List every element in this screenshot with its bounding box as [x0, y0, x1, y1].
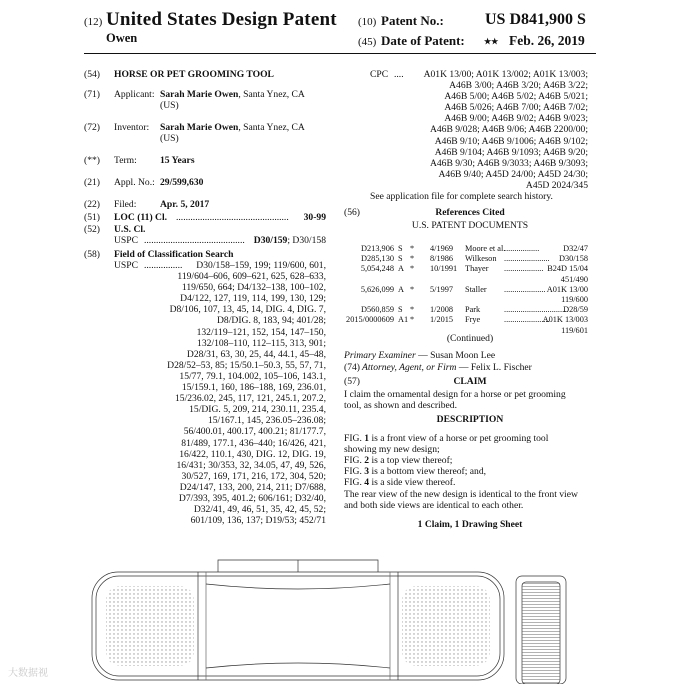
reference-num: D285,130: [361, 254, 394, 264]
applicant-code: (71): [84, 89, 100, 100]
term-code: (**): [84, 155, 100, 166]
reference-row: [344, 305, 588, 315]
applicant-country: (US): [160, 100, 179, 111]
term-label: Term:: [114, 155, 137, 166]
reference-cls: 451/490: [560, 274, 588, 284]
inventor-name: Sarah Marie Owen: [160, 122, 239, 133]
classification-line: 601/109, 136, 137; D19/53; 452/71: [190, 515, 326, 527]
fig4-text: is a side view thereof.: [369, 477, 456, 489]
code-10: (10): [358, 16, 377, 28]
classification-line: D30/158–159, 199; 119/600, 601,: [196, 260, 326, 271]
classification-line: 56/400.01, 400.17, 400.21; 81/177.7,: [183, 426, 326, 438]
reference-star: *: [410, 254, 415, 264]
reference-cls: A01K 13/00: [546, 284, 588, 294]
code-12: (12): [84, 16, 103, 28]
reference-num: 2015/0000609: [346, 315, 394, 325]
classification-line: 132/119–121, 152, 154, 147–150,: [196, 326, 326, 338]
references-section: [344, 207, 596, 242]
classification-line: 15/236.02, 245, 117, 121, 245.1, 207.2,: [174, 393, 326, 405]
reference-row: [344, 295, 588, 305]
fig2-number: 2: [364, 455, 370, 467]
claim-text-line2: tool, as shown and described.: [344, 400, 457, 412]
classification-line: 16/431; 30/353, 32, 34.05, 47, 49, 526,: [176, 459, 326, 471]
appl-number: 29/599,630: [160, 177, 204, 188]
reference-cls: D32/47: [563, 244, 588, 253]
applicant-label: Applicant:: [114, 89, 155, 100]
reference-kind: A1: [398, 315, 409, 325]
reference-kind: S: [398, 305, 403, 315]
reference-star: *: [410, 284, 415, 294]
reference-cls: 119/601: [561, 325, 588, 335]
fig3-prefix: FIG.: [344, 466, 365, 478]
inventor-code: (72): [84, 122, 100, 133]
uspc-label: USPC: [114, 235, 138, 246]
left-column: [84, 69, 332, 537]
claim-code: (57): [344, 376, 360, 387]
field-uspc-label: USPC: [114, 260, 138, 271]
classification-line: 30/527, 169, 171, 216, 172, 304, 520;: [181, 470, 326, 482]
reference-row: [344, 254, 588, 264]
loc-value: 30-99: [303, 212, 326, 223]
reference-date: 4/1969: [430, 244, 454, 253]
patent-no-label: Patent No.:: [381, 13, 444, 28]
reference-name: Moore et al.: [465, 244, 506, 253]
reference-num: 5,054,248: [360, 264, 394, 274]
classification-line: D28/31, 63, 30, 25, 44, 44.1, 45–48,: [186, 348, 326, 360]
reference-kind: S: [398, 254, 403, 264]
loc-leader: ...............................................: [176, 212, 289, 223]
classification-line: 15/167.1, 145, 236.05–236.08;: [207, 415, 326, 427]
continued-note: (Continued): [446, 333, 494, 344]
filed-code: (22): [84, 199, 100, 210]
cpc-line: A46B 9/40; A45D 24/00; A45D 24/30;: [438, 168, 588, 180]
reference-star: *: [410, 305, 415, 315]
classification-line: D4/122, 127, 119, 114, 199, 130, 129;: [180, 293, 326, 305]
reference-row: [344, 315, 588, 325]
fig4-prefix: FIG.: [344, 477, 365, 489]
classification-line: 81/489, 177.1, 436–440; 16/426, 421,: [181, 437, 326, 449]
code-45: (45): [358, 36, 377, 48]
attorney-label: Attorney, Agent, or Firm: [362, 362, 457, 373]
inventor-location: , Santa Ynez, CA: [238, 122, 305, 133]
reference-row: [344, 285, 588, 295]
reference-kind: A: [398, 264, 404, 274]
classification-line: D28/52–53, 85; 15/50.1–50.3, 55, 57, 71,: [167, 359, 326, 371]
cpc-leader: ....: [394, 69, 404, 80]
cpc-line: A45D 2024/345: [525, 179, 588, 191]
filed-date: Apr. 5, 2017: [160, 199, 210, 210]
reference-date: 5/1997: [430, 284, 454, 294]
title-code: (54): [84, 69, 100, 80]
reference-star: *: [410, 244, 415, 253]
examiner-section: [344, 333, 596, 530]
refs-code: (56): [344, 207, 360, 218]
reference-name: Staller: [465, 284, 487, 294]
rear-view-line1: The rear view of the new design is identical to the front view: [344, 488, 578, 500]
cpc-line: A46B 9/30; A46B 9/3033; A46B 9/3093;: [429, 157, 588, 169]
reference-row: [344, 244, 588, 254]
cpc-label: CPC: [370, 69, 389, 80]
reference-dots: .................: [504, 244, 540, 253]
date-label: Date of Patent:: [381, 33, 465, 48]
header-rule: [84, 53, 596, 54]
reference-row: [344, 275, 588, 285]
reference-dots: ...................: [504, 264, 544, 274]
inventor-country: (US): [160, 133, 179, 144]
reference-date: 10/1991: [430, 264, 458, 274]
classification-line: 15/159.1, 160, 186–188, 169, 236.01,: [181, 382, 326, 394]
claim-text-line1: I claim the ornamental design for a horse or pet grooming: [344, 389, 566, 400]
fig3-text: is a bottom view thereof; and,: [369, 466, 487, 478]
fig1-text: is a front view of a horse or pet grooming tool: [369, 433, 549, 445]
watermark: 大数据视: [8, 668, 48, 679]
reference-name: Frye: [465, 315, 481, 325]
references-table: [344, 244, 588, 336]
reference-dots: ......................: [504, 315, 550, 325]
cpc-list: [344, 69, 588, 191]
appl-label: Appl. No.:: [114, 177, 155, 188]
loc-label: LOC (11) Cl.: [114, 212, 168, 223]
front-view-drawing: [88, 560, 508, 684]
classification-line: 132/108–110, 112–115, 313, 901;: [197, 337, 326, 349]
reference-kind: A: [398, 284, 404, 294]
field-code: (58): [84, 249, 100, 260]
reference-cls: D30/158: [558, 254, 588, 264]
cpc-line: A46B 5/026; A46B 7/00; A46B 7/02;: [444, 102, 588, 114]
uspc-primary: D30/159: [253, 235, 288, 246]
classification-list: [84, 260, 326, 526]
cpc-line: A46B 9/028; A46B 9/06; A46B 2200/00;: [429, 124, 588, 136]
classification-line: D32/41, 49, 46, 51, 35, 42, 45, 52;: [193, 504, 326, 516]
uspc-secondary: ; D30/158: [287, 235, 326, 246]
reference-cls: B24D 15/04: [547, 264, 588, 274]
reference-date: 1/2008: [430, 305, 454, 315]
refs-subtitle: U.S. PATENT DOCUMENTS: [411, 220, 529, 231]
classification-line: 15/DIG. 5, 209, 214, 230.11, 235.4,: [189, 404, 326, 416]
reference-name: Park: [465, 305, 481, 315]
reference-dots: ...............................: [504, 305, 569, 315]
reference-cls: 119/600: [561, 294, 588, 304]
reference-num: 5,626,099: [360, 284, 394, 294]
cpc-line: A46B 5/00; A46B 5/02; A46B 5/021;: [444, 91, 588, 103]
classification-line: 15/77, 79.1, 104.002, 105–106, 143.1,: [179, 370, 326, 382]
reference-dots: ......................: [504, 254, 550, 264]
fig3-number: 3: [364, 466, 370, 478]
reference-name: Thayer: [465, 264, 489, 274]
examiner-name: — Susan Moon Lee: [415, 350, 496, 361]
inventor-surname: Owen: [106, 31, 138, 45]
cpc-line: A46B 9/00; A46B 9/02; A46B 9/023;: [444, 113, 588, 125]
fig1-text-cont: showing my new design;: [344, 444, 440, 456]
applicant-location: , Santa Ynez, CA: [238, 89, 305, 100]
reference-dots: ....................: [504, 284, 546, 294]
cpc-line: A01K 13/00; A01K 13/002; A01K 13/003;: [423, 69, 588, 80]
inventor-label: Inventor:: [114, 122, 150, 133]
term-value: 15 Years: [160, 155, 195, 166]
reference-name: Wilkeson: [465, 254, 497, 264]
fig1-number: 1: [364, 433, 370, 445]
cpc-line: A46B 9/104; A46B 9/1093; A46B 9/20;: [434, 146, 588, 158]
attorney-name: — Felix L. Fischer: [456, 362, 532, 373]
classification-line: D24/147, 133, 200, 214, 211; D7/688,: [179, 481, 326, 493]
classification-line: 16/422, 110.1, 430, DIG. 12, DIG. 19,: [179, 448, 326, 460]
reference-star: *: [410, 264, 415, 274]
examiner-label: Primary Examiner: [344, 350, 416, 361]
reference-kind: S: [398, 244, 403, 253]
reference-cls: A01K 13/003: [542, 315, 588, 325]
reference-cls: D28/59: [563, 305, 588, 315]
field-leader: ................: [144, 260, 183, 271]
reference-star: *: [410, 315, 415, 325]
rear-view-line2: and both side views are identical to each other.: [344, 499, 524, 511]
classification-line: 119/604–606, 609–621, 625, 628–633,: [177, 271, 326, 283]
filed-label: Filed:: [114, 199, 137, 210]
claim-title: CLAIM: [453, 376, 487, 387]
attorney-code: (74): [344, 362, 360, 373]
date-marker: ★★: [484, 37, 499, 46]
reference-date: 1/2015: [430, 315, 454, 325]
loc-code: (51): [84, 212, 100, 223]
uspc-leader: ..........................................: [144, 235, 245, 246]
uscl-code: (52): [84, 224, 100, 235]
cpc-line: A46B 9/10; A46B 9/1006; A46B 9/102;: [434, 135, 588, 147]
patent-number: US D841,900 S: [485, 11, 586, 28]
right-column: [344, 69, 596, 219]
fig4-number: 4: [364, 477, 370, 489]
description-title: DESCRIPTION: [436, 414, 504, 426]
classification-line: D7/393, 395, 401.2; 606/161; D32/40,: [178, 492, 326, 504]
classification-line: 119/650, 664; D4/132–138, 100–102,: [181, 282, 326, 294]
classification-line: D8/106, 107, 13, 45, 14, DIG. 4, DIG. 7,: [169, 304, 326, 316]
side-view-drawing: [512, 570, 570, 684]
reference-num: D213,906: [361, 244, 394, 253]
claims-count: 1 Claim, 1 Drawing Sheet: [417, 518, 523, 530]
cpc-line: A46B 3/00; A46B 3/20; A46B 3/22;: [449, 80, 588, 92]
reference-num: D560,859: [361, 305, 394, 315]
invention-title: HORSE OR PET GROOMING TOOL: [114, 69, 274, 80]
search-history-note: See application file for complete search history.: [370, 191, 553, 203]
fig2-text: is a top view thereof;: [369, 455, 453, 467]
reference-row: [344, 264, 588, 274]
fig2-prefix: FIG.: [344, 455, 365, 467]
refs-title: References Cited: [435, 207, 505, 218]
classification-line: D8/DIG. 8, 183, 94; 401/28;: [217, 315, 326, 327]
patent-date: Feb. 26, 2019: [509, 33, 585, 48]
patent-type-title: United States Design Patent: [106, 9, 337, 30]
fig1-prefix: FIG.: [344, 433, 365, 445]
uscl-label: U.S. Cl.: [114, 224, 146, 235]
appl-code: (21): [84, 177, 100, 188]
reference-date: 8/1986: [430, 254, 454, 264]
applicant-name: Sarah Marie Owen: [160, 89, 239, 100]
field-label: Field of Classification Search: [114, 249, 234, 260]
